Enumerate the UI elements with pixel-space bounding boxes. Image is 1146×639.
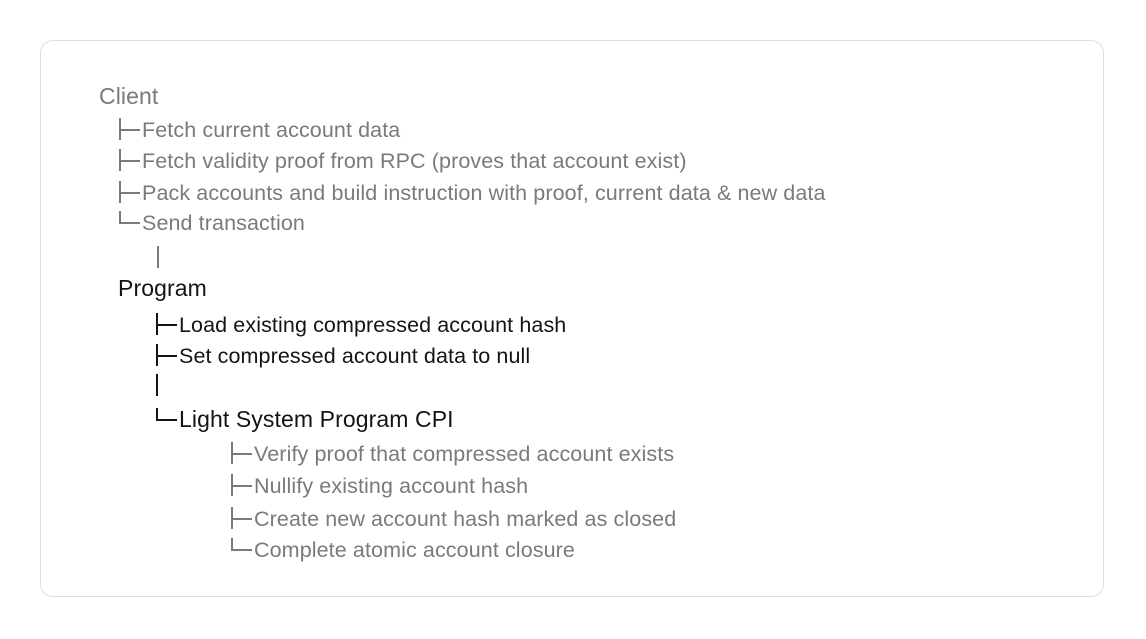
tree-branch-icon <box>116 149 140 171</box>
cpi-title: Light System Program CPI <box>179 406 454 432</box>
client-step-label: Fetch current account data <box>142 118 401 142</box>
client-step-label: Fetch validity proof from RPC (proves that account exist) <box>142 149 687 173</box>
client-step <box>116 118 400 142</box>
tree-connector-line <box>157 246 159 268</box>
tree-branch-icon <box>116 181 140 203</box>
tree-branch-icon <box>228 507 252 529</box>
tree-branch-icon <box>228 442 252 464</box>
tree-branch-icon <box>228 474 252 496</box>
program-step-label: Load existing compressed account hash <box>179 313 567 337</box>
tree-corner-icon <box>153 408 177 430</box>
client-step-label: Send transaction <box>142 211 305 235</box>
tree-branch-icon <box>116 118 140 140</box>
program-step <box>153 344 530 368</box>
client-step <box>116 181 826 205</box>
cpi-step <box>228 538 575 562</box>
cpi-step <box>228 442 674 466</box>
cpi-step <box>228 474 528 498</box>
tree-corner-icon <box>116 211 140 233</box>
tree-branch-icon <box>153 344 177 366</box>
client-step <box>116 149 687 173</box>
client-step-label: Pack accounts and build instruction with proof, current data & new data <box>142 181 826 205</box>
cpi-step-label: Create new account hash marked as closed <box>254 507 677 531</box>
program-step-label: Set compressed account data to null <box>179 344 531 368</box>
tree-branch-icon <box>153 313 177 335</box>
cpi-title-row <box>153 408 454 431</box>
client-step <box>116 211 305 235</box>
cpi-step-label: Nullify existing account hash <box>254 474 529 498</box>
cpi-step-label: Complete atomic account closure <box>254 538 575 562</box>
cpi-step <box>228 507 676 531</box>
client-title: Client <box>99 83 159 109</box>
tree-connector-line <box>156 374 158 396</box>
program-title: Program <box>118 275 207 301</box>
cpi-step-label: Verify proof that compressed account exists <box>254 442 675 466</box>
program-step <box>153 313 566 337</box>
tree-corner-icon <box>228 538 252 560</box>
